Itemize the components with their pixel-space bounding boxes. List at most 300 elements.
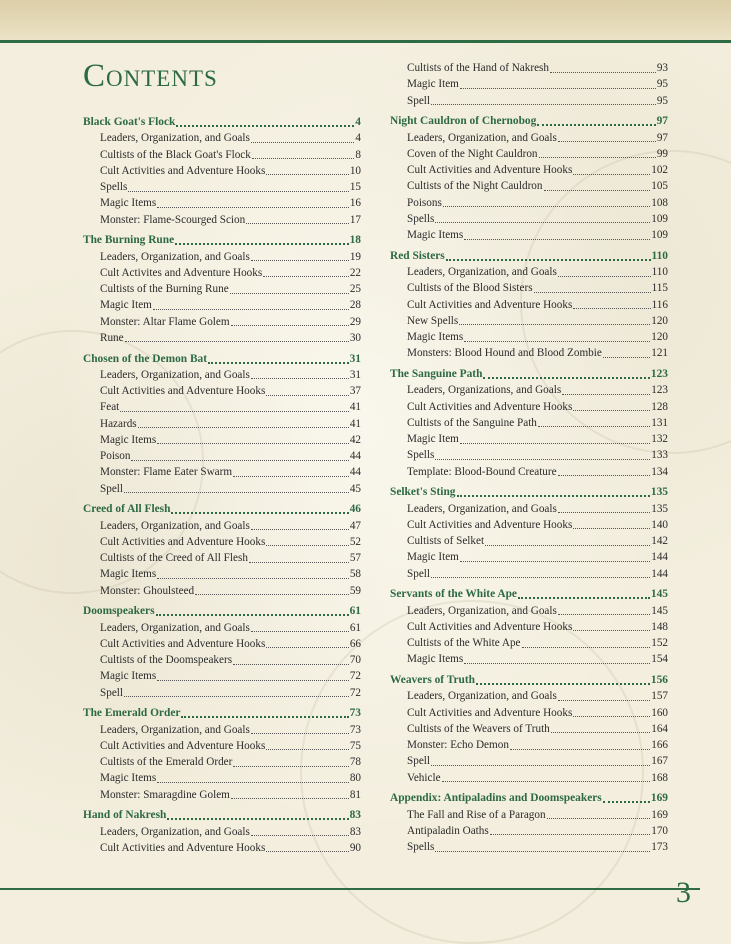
toc-subentry[interactable] xyxy=(83,534,361,550)
toc-subentry[interactable] xyxy=(390,517,668,533)
toc-entry-page: 72 xyxy=(349,686,361,699)
toc-entry-label: Leaders, Organization, and Goals xyxy=(100,621,250,634)
toc-subentry[interactable] xyxy=(390,549,668,565)
toc-entry-label: Poison xyxy=(100,450,131,462)
toc-subentry[interactable] xyxy=(83,367,361,383)
dot-leader xyxy=(266,851,349,852)
toc-entry-page: 83 xyxy=(349,825,361,838)
toc-entry-label: The Sanguine Path xyxy=(390,368,483,380)
toc-entry-label: Hand of Nakresh xyxy=(83,809,167,822)
dot-leader xyxy=(443,206,650,207)
toc-entry-page: 15 xyxy=(349,181,361,193)
toc-subentry[interactable] xyxy=(390,737,668,753)
dot-leader xyxy=(431,104,656,105)
toc-entry-page: 99 xyxy=(656,147,668,160)
toc-subentry[interactable] xyxy=(390,603,668,619)
toc-entry-label: Leaders, Organization, and Goals xyxy=(407,690,557,703)
toc-subentry[interactable] xyxy=(83,824,361,840)
toc-entry-label: Hazards xyxy=(100,417,137,430)
dot-leader xyxy=(230,293,349,294)
toc-entry-label: Red Sisters xyxy=(390,249,445,262)
toc-entry-page: 78 xyxy=(349,756,361,768)
toc-entry-label: Leaders, Organization, and Goals xyxy=(407,266,557,278)
toc-entry-label: Cultists of the Doomspeakers xyxy=(100,654,233,666)
dot-leader xyxy=(551,732,650,733)
dot-leader xyxy=(457,495,650,497)
toc-entry-page: 44 xyxy=(349,466,361,479)
dot-leader xyxy=(167,818,348,820)
toc-subentry[interactable] xyxy=(83,432,361,448)
dot-leader xyxy=(233,476,349,477)
dot-leader xyxy=(251,142,355,143)
dot-leader xyxy=(251,529,349,530)
toc-entry-page: 157 xyxy=(651,690,668,703)
toc-entry-page: 102 xyxy=(651,164,668,176)
toc-subentry[interactable] xyxy=(390,807,668,823)
toc-entry-label: Leaders, Organization, and Goals xyxy=(100,825,250,838)
toc-subentry[interactable] xyxy=(390,688,668,704)
toc-entry-page: 148 xyxy=(651,620,668,633)
dot-leader xyxy=(460,443,650,444)
toc-entry-page: 75 xyxy=(349,739,361,752)
toc-section-entry[interactable] xyxy=(83,603,361,619)
toc-entry-label: Cultists of the Night Cauldron xyxy=(407,180,543,193)
toc-subentry[interactable] xyxy=(390,93,668,109)
dot-leader xyxy=(157,782,349,783)
toc-entry-page: 46 xyxy=(349,503,361,516)
toc-entry-label: Cult Activities and Adventure Hooks xyxy=(407,400,573,413)
toc-subentry[interactable] xyxy=(390,619,668,635)
toc-entry-page: 22 xyxy=(349,266,361,279)
toc-entry-label: Cult Activities and Adventure Hooks xyxy=(407,706,573,719)
dot-leader xyxy=(120,411,349,412)
toc-entry-label: Leaders, Organizations, and Goals xyxy=(407,384,562,397)
dot-leader xyxy=(233,766,348,767)
dot-leader xyxy=(558,614,650,615)
toc-section-entry[interactable] xyxy=(83,351,361,367)
toc-entry-page: 116 xyxy=(651,298,668,311)
dot-leader xyxy=(153,309,349,310)
dot-leader xyxy=(125,341,349,342)
toc-entry-label: Coven of the Night Cauldron xyxy=(407,147,538,160)
toc-entry-label: Cultists of the White Ape xyxy=(407,637,521,649)
toc-entry-page: 4 xyxy=(355,132,361,145)
toc-section-entry[interactable] xyxy=(390,586,668,602)
toc-entry-label: Spells xyxy=(407,841,435,853)
toc-entry-page: 97 xyxy=(656,131,668,144)
toc-entry-page: 109 xyxy=(651,212,668,225)
toc-section-entry[interactable] xyxy=(83,232,361,248)
toc-subentry[interactable] xyxy=(390,211,668,227)
toc-entry-page: 120 xyxy=(651,331,668,343)
dot-leader xyxy=(128,191,348,192)
toc-subentry[interactable] xyxy=(83,481,361,497)
toc-entry-label: Servants of the White Ape xyxy=(390,588,517,601)
toc-subentry[interactable] xyxy=(83,195,361,211)
toc-entry-page: 41 xyxy=(349,401,361,414)
toc-subentry[interactable] xyxy=(83,147,361,163)
dot-leader xyxy=(251,378,349,379)
dot-leader xyxy=(603,357,650,358)
toc-entry-page: 29 xyxy=(349,315,361,328)
toc-entry-page: 10 xyxy=(349,164,361,177)
toc-entry-label: Leaders, Organization, and Goals xyxy=(100,368,250,381)
toc-subentry[interactable] xyxy=(390,264,668,280)
toc-subentry[interactable] xyxy=(390,329,668,345)
toc-entry-page: 156 xyxy=(650,674,668,686)
dot-leader xyxy=(131,460,348,461)
toc-subentry[interactable] xyxy=(390,635,668,651)
dot-leader xyxy=(157,207,349,208)
dot-leader xyxy=(510,749,650,750)
toc-entry-page: 145 xyxy=(650,588,668,601)
toc-section-entry[interactable] xyxy=(83,705,361,721)
toc-entry-label: Cultists of the Sanguine Path xyxy=(407,416,537,429)
dot-leader xyxy=(446,259,651,261)
toc-entry-page: 105 xyxy=(651,180,668,193)
toc-subentry[interactable] xyxy=(83,652,361,668)
toc-section-entry[interactable] xyxy=(390,113,668,129)
toc-subentry[interactable] xyxy=(390,60,668,76)
toc-entry-label: Magic Items xyxy=(100,670,157,683)
toc-section-entry[interactable] xyxy=(83,114,361,130)
toc-subentry[interactable] xyxy=(390,227,668,243)
toc-subentry[interactable] xyxy=(390,566,668,582)
dot-leader xyxy=(573,630,650,631)
toc-entry-label: Magic Item xyxy=(100,299,152,312)
toc-subentry[interactable] xyxy=(83,840,361,856)
dot-leader xyxy=(544,190,651,191)
toc-entry-page: 120 xyxy=(651,314,668,327)
toc-subentry[interactable] xyxy=(390,447,668,463)
toc-entry-label: Magic Items xyxy=(100,772,157,785)
toc-subentry[interactable] xyxy=(83,668,361,684)
toc-entry-label: Monster: Flame Eater Swarm xyxy=(100,466,233,479)
toc-subentry[interactable] xyxy=(390,76,668,92)
toc-entry-page: 154 xyxy=(651,653,668,666)
toc-subentry[interactable] xyxy=(390,415,668,431)
toc-entry-label: Magic Items xyxy=(407,229,464,241)
toc-entry-label: Magic Item xyxy=(407,433,459,445)
toc-entry-label: Cult Activities and Adventure Hooks xyxy=(407,164,573,176)
dot-leader xyxy=(573,308,650,309)
toc-subentry[interactable] xyxy=(83,416,361,432)
toc-entry-label: Magic Items xyxy=(100,433,157,446)
toc-entry-page: 134 xyxy=(651,465,668,478)
toc-entry-label: Poisons xyxy=(407,196,442,209)
toc-entry-page: 25 xyxy=(349,283,361,295)
toc-subentry[interactable] xyxy=(390,464,668,480)
dot-leader xyxy=(266,395,349,396)
toc-entry-label: New Spells xyxy=(407,314,459,327)
toc-subentry[interactable] xyxy=(83,281,361,297)
toc-entry-label: Cultists of the Emerald Order xyxy=(100,756,233,768)
toc-entry-page: 8 xyxy=(355,148,361,161)
toc-entry-label: Cult Activities and Adventure Hooks xyxy=(407,518,573,531)
toc-entry-page: 169 xyxy=(651,808,668,821)
toc-entry-page: 73 xyxy=(349,723,361,736)
toc-entry-label: Cult Activities and Adventure Hooks xyxy=(100,637,266,650)
toc-subentry[interactable] xyxy=(83,787,361,803)
toc-subentry[interactable] xyxy=(390,297,668,313)
dot-leader xyxy=(547,818,651,819)
toc-entry-page: 70 xyxy=(349,654,361,666)
dot-leader xyxy=(181,716,348,718)
toc-entry-page: 110 xyxy=(651,266,668,278)
toc-entry-label: Monster: Echo Demon xyxy=(407,739,509,751)
dot-leader xyxy=(558,141,656,142)
dot-leader xyxy=(138,427,349,428)
toc-subentry[interactable] xyxy=(83,330,361,346)
toc-right-column xyxy=(390,60,668,855)
toc-entry-page: 144 xyxy=(651,567,668,580)
toc-entry-label: Magic Items xyxy=(407,653,464,666)
toc-subentry[interactable] xyxy=(390,770,668,786)
toc-subentry[interactable] xyxy=(390,839,668,855)
toc-subentry[interactable] xyxy=(390,651,668,667)
toc-subentry[interactable] xyxy=(83,518,361,534)
top-rule xyxy=(0,40,731,43)
toc-section-entry[interactable] xyxy=(83,807,361,823)
toc-entry-label: Leaders, Organization, and Goals xyxy=(407,502,557,515)
toc-entry-label: Cult Activities and Adventure Hooks xyxy=(407,298,573,311)
toc-entry-label: Monster: Smaragdine Golem xyxy=(100,788,230,801)
dot-leader xyxy=(266,174,349,175)
toc-subentry[interactable] xyxy=(390,130,668,146)
dot-leader xyxy=(175,243,348,245)
toc-entry-page: 61 xyxy=(349,605,361,618)
toc-subentry[interactable] xyxy=(390,705,668,721)
dot-leader xyxy=(435,459,650,460)
toc-entry-page: 108 xyxy=(651,196,668,209)
toc-entry-label: Cultists of the Creed of All Flesh xyxy=(100,552,248,564)
toc-entry-label: Spells xyxy=(407,212,435,225)
toc-subentry[interactable] xyxy=(83,297,361,313)
dot-leader xyxy=(431,577,650,578)
dot-leader xyxy=(573,174,650,175)
dot-leader xyxy=(208,362,349,364)
toc-subentry[interactable] xyxy=(390,721,668,737)
dot-leader xyxy=(124,492,349,493)
dot-leader xyxy=(558,512,650,513)
toc-section-entry[interactable] xyxy=(390,484,668,500)
toc-entry-label: Appendix: Antipaladins and Doomspeakers xyxy=(390,792,602,805)
dot-leader xyxy=(266,545,349,546)
toc-entry-page: 128 xyxy=(651,400,668,413)
dot-leader xyxy=(558,700,650,701)
toc-entry-label: Monster: Ghoulsteed xyxy=(100,584,195,597)
dot-leader xyxy=(435,222,650,223)
dot-leader xyxy=(231,798,349,799)
toc-subentry[interactable] xyxy=(83,722,361,738)
dot-leader xyxy=(603,801,650,803)
toc-subentry[interactable] xyxy=(83,550,361,566)
toc-section-entry[interactable] xyxy=(390,790,668,806)
toc-entry-page: 145 xyxy=(651,604,668,617)
toc-entry-page: 110 xyxy=(651,249,668,262)
toc-entry-page: 44 xyxy=(349,450,361,462)
dot-leader xyxy=(562,394,650,395)
toc-entry-page: 140 xyxy=(651,518,668,531)
toc-entry-page: 169 xyxy=(650,792,668,805)
toc-entry-label: Leaders, Organization, and Goals xyxy=(100,250,250,263)
dot-leader xyxy=(251,835,349,836)
dot-leader xyxy=(522,647,651,648)
dot-leader xyxy=(550,72,656,73)
toc-entry-label: Cult Activities and Adventure Hooks xyxy=(100,164,266,177)
toc-entry-page: 168 xyxy=(651,771,668,784)
toc-subentry[interactable] xyxy=(83,383,361,399)
dot-leader xyxy=(490,834,651,835)
dot-leader xyxy=(431,765,650,766)
toc-subentry[interactable] xyxy=(83,583,361,599)
dot-leader xyxy=(476,683,650,685)
toc-entry-page: 131 xyxy=(651,416,668,429)
toc-subentry[interactable] xyxy=(390,195,668,211)
toc-subentry[interactable] xyxy=(390,753,668,769)
toc-subentry[interactable] xyxy=(83,265,361,281)
toc-entry-page: 83 xyxy=(349,809,361,822)
toc-entry-page: 41 xyxy=(349,417,361,430)
dot-leader xyxy=(573,410,650,411)
toc-entry-label: Feat xyxy=(100,401,120,414)
toc-entry-page: 115 xyxy=(651,282,668,295)
toc-subentry[interactable] xyxy=(390,313,668,329)
toc-entry-page: 81 xyxy=(349,788,361,801)
toc-section-entry[interactable] xyxy=(83,501,361,517)
toc-subentry[interactable] xyxy=(83,770,361,786)
toc-entry-label: Spell xyxy=(407,755,430,768)
toc-entry-page: 59 xyxy=(349,584,361,597)
toc-section-entry[interactable] xyxy=(390,248,668,264)
dot-leader xyxy=(231,325,349,326)
toc-entry-label: Rune xyxy=(100,331,124,344)
toc-subentry[interactable] xyxy=(390,178,668,194)
toc-subentry[interactable] xyxy=(390,533,668,549)
toc-entry-label: Spell xyxy=(100,482,123,495)
dot-leader xyxy=(171,512,348,514)
toc-entry-page: 152 xyxy=(651,637,668,649)
toc-subentry[interactable] xyxy=(83,685,361,701)
dot-leader xyxy=(464,341,650,342)
toc-subentry[interactable] xyxy=(390,345,668,361)
toc-entry-page: 17 xyxy=(349,213,361,226)
toc-entry-label: Doomspeakers xyxy=(83,605,155,618)
toc-entry-label: Cultists of the Weavers of Truth xyxy=(407,722,550,735)
toc-entry-page: 95 xyxy=(656,78,668,91)
toc-entry-label: Cultists of the Blood Sisters xyxy=(407,282,533,295)
toc-entry-label: Cult Activites and Adventure Hooks xyxy=(100,266,263,279)
toc-subentry[interactable] xyxy=(83,738,361,754)
dot-leader xyxy=(251,733,349,734)
dot-leader xyxy=(233,664,349,665)
toc-entry-label: Selket's Sting xyxy=(390,486,456,499)
dot-leader xyxy=(464,239,650,240)
toc-subentry[interactable] xyxy=(390,431,668,447)
dot-leader xyxy=(518,597,650,599)
toc-entry-label: Monster: Altar Flame Golem xyxy=(100,315,230,328)
toc-entry-page: 66 xyxy=(349,637,361,650)
toc-entry-page: 73 xyxy=(349,707,361,720)
toc-subentry[interactable] xyxy=(83,754,361,770)
toc-subentry[interactable] xyxy=(390,501,668,517)
toc-entry-label: Creed of All Flesh xyxy=(83,503,171,516)
dot-leader xyxy=(195,594,349,595)
toc-subentry[interactable] xyxy=(83,448,361,464)
toc-entry-label: The Fall and Rise of a Paragon xyxy=(407,808,546,821)
toc-subentry[interactable] xyxy=(390,399,668,415)
toc-subentry[interactable] xyxy=(83,179,361,195)
dot-leader xyxy=(558,475,651,476)
toc-entry-page: 31 xyxy=(349,352,361,365)
dot-leader xyxy=(156,614,349,616)
toc-section-entry[interactable] xyxy=(390,672,668,688)
toc-subentry[interactable] xyxy=(83,636,361,652)
toc-entry-label: Monster: Flame-Scourged Scion xyxy=(100,213,246,226)
toc-entry-label: Spell xyxy=(100,686,123,699)
toc-subentry[interactable] xyxy=(83,566,361,582)
dot-leader xyxy=(460,88,656,89)
toc-entry-label: Cultists of the Burning Rune xyxy=(100,283,229,295)
toc-entry-page: 45 xyxy=(349,482,361,495)
bottom-rule xyxy=(0,888,700,890)
toc-entry-page: 28 xyxy=(349,299,361,312)
dot-leader xyxy=(538,426,650,427)
dot-leader xyxy=(435,851,650,852)
toc-subentry[interactable] xyxy=(83,212,361,228)
toc-entry-page: 19 xyxy=(349,250,361,263)
toc-entry-page: 123 xyxy=(651,384,668,397)
toc-subentry[interactable] xyxy=(83,163,361,179)
toc-entry-label: Weavers of Truth xyxy=(390,674,476,686)
toc-subentry[interactable] xyxy=(83,620,361,636)
toc-subentry[interactable] xyxy=(83,249,361,265)
toc-entry-label: Spells xyxy=(100,181,128,193)
toc-subentry[interactable] xyxy=(390,162,668,178)
toc-entry-page: 93 xyxy=(656,62,668,74)
dot-leader xyxy=(266,749,349,750)
dot-leader xyxy=(485,545,650,546)
toc-subentry[interactable] xyxy=(390,146,668,162)
toc-entry-label: Night Cauldron of Chernobog xyxy=(390,115,537,128)
toc-subentry[interactable] xyxy=(390,382,668,398)
toc-subentry[interactable] xyxy=(390,823,668,839)
toc-entry-page: 166 xyxy=(651,739,668,751)
toc-entry-page: 109 xyxy=(651,229,668,241)
toc-entry-label: Leaders, Organization, and Goals xyxy=(407,604,557,617)
toc-entry-label: Black Goat's Flock xyxy=(83,116,176,128)
toc-subentry[interactable] xyxy=(83,464,361,480)
toc-entry-page: 133 xyxy=(651,449,668,462)
toc-subentry[interactable] xyxy=(390,280,668,296)
toc-section-entry[interactable] xyxy=(390,366,668,382)
toc-entry-page: 142 xyxy=(651,535,668,547)
toc-entry-label: Vehicle xyxy=(407,771,441,784)
toc-entry-label: Cult Activities and Adventure Hooks xyxy=(100,739,266,752)
toc-entry-page: 30 xyxy=(349,331,361,344)
toc-entry-page: 18 xyxy=(349,234,361,247)
toc-subentry[interactable] xyxy=(83,130,361,146)
toc-entry-page: 164 xyxy=(651,722,668,735)
toc-entry-page: 58 xyxy=(349,568,361,581)
toc-subentry[interactable] xyxy=(83,314,361,330)
toc-subentry[interactable] xyxy=(83,399,361,415)
toc-entry-label: Leaders, Organization, and Goals xyxy=(100,132,250,145)
dot-leader xyxy=(534,292,651,293)
toc-entry-page: 135 xyxy=(650,486,668,499)
toc-entry-page: 61 xyxy=(349,621,361,634)
toc-entry-label: Leaders, Organization, and Goals xyxy=(100,723,250,736)
